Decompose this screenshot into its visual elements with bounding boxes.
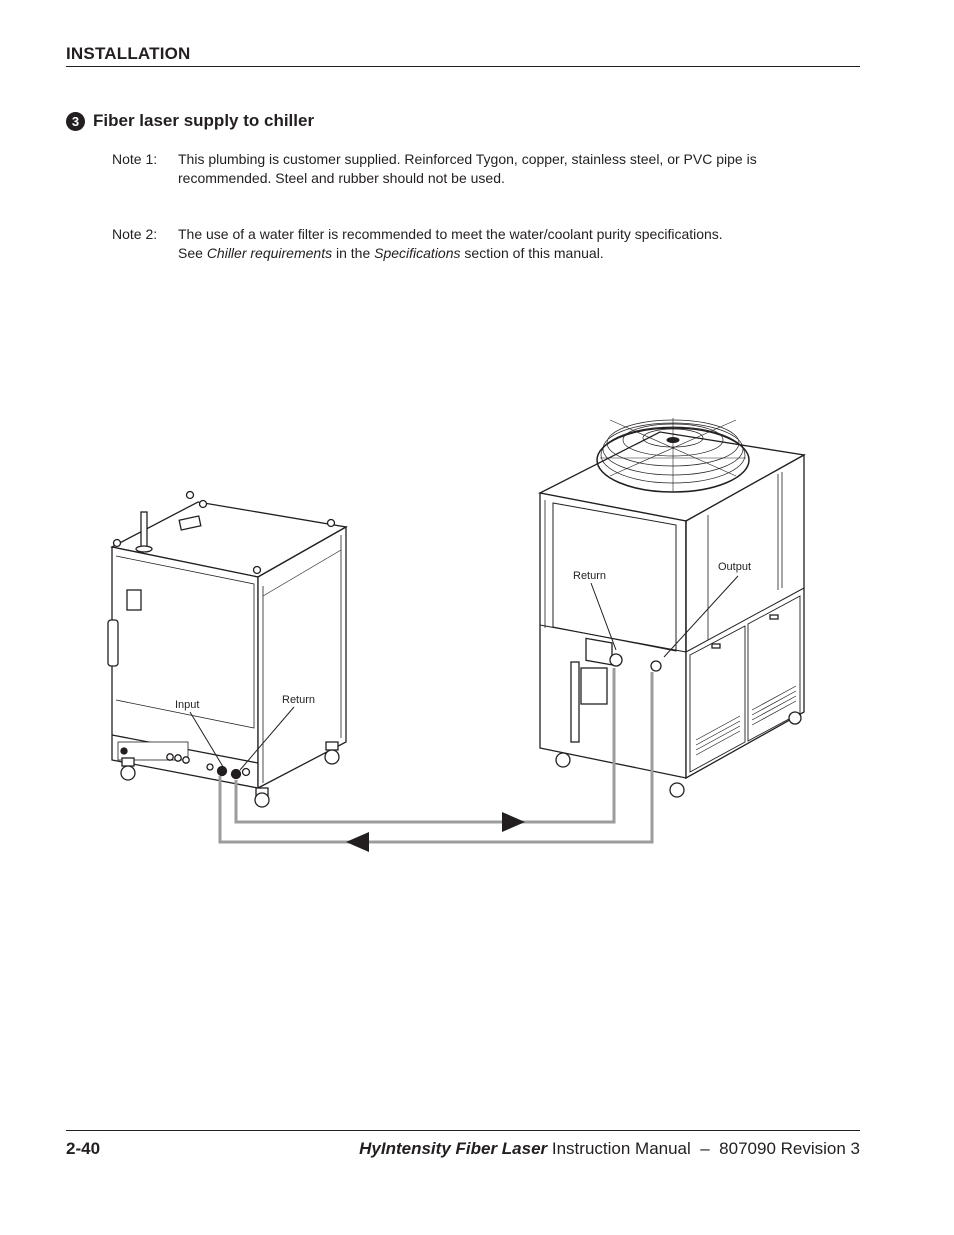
chiller-return-label: Return [573,570,607,582]
chiller-unit [540,432,804,797]
note-2-label: Note 2: [112,226,158,242]
page-footer [66,1130,860,1159]
flow-arrow-right [502,812,525,832]
note-2-see: See [178,245,207,261]
fiber-laser-cabinet [108,492,346,808]
note-2-ref-chiller: Chiller requirements [206,245,333,261]
note-2-in-the: in the [332,245,375,261]
note-1-line-2: recommended. Steel and rubber should not be used. [178,170,505,186]
note-2-line-1: The use of a water filter is recommended to meet the water/coolant purity specifications. [178,226,723,242]
footer-brand: HyIntensity Fiber Laser [359,1139,548,1158]
note-1-label: Note 1: [112,151,158,167]
section-title-text: Fiber laser supply to chiller [93,111,315,130]
note-2-ref-specifications: Specifications [374,245,461,261]
section-header-text: INSTALLATION [66,44,191,63]
footer-dash: – [700,1139,710,1158]
note-1-line-1: This plumbing is customer supplied. Reinforced Tygon, copper, stainless steel, or PVC pipe is [178,151,757,167]
footer-manual: Instruction Manual [547,1139,691,1158]
laser-input-label: Input [175,699,200,711]
step-number-badge: 3 [66,112,85,131]
note-2-tail: section of this manual. [460,245,604,261]
laser-return-label: Return [282,694,316,706]
flow-arrow-left [346,832,369,852]
page-number: 2-40 [66,1139,101,1158]
footer-title [359,1139,860,1159]
chiller-output-label: Output [718,561,752,573]
footer-doc: 807090 Revision 3 [719,1139,860,1158]
